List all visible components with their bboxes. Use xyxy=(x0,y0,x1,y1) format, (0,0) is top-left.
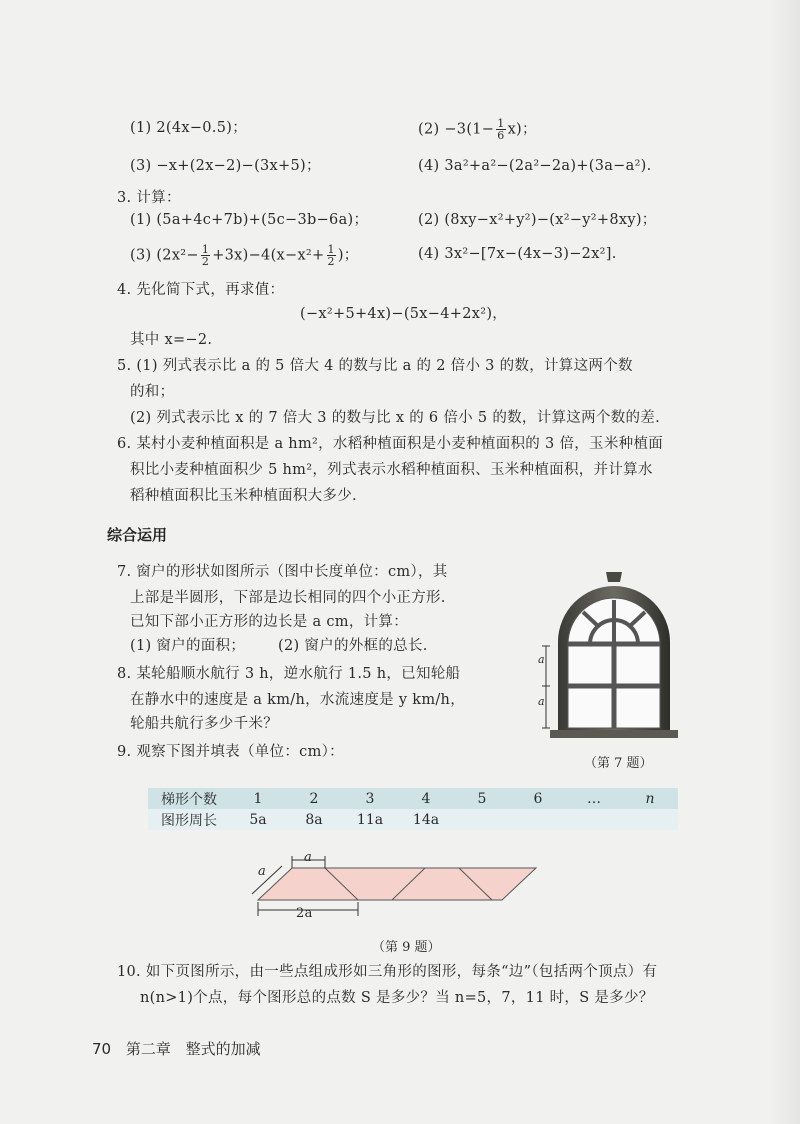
ex4-expression: (−x²+5+4x)−(5x−4+2x²)， xyxy=(300,306,508,322)
ex6-line2: 积比小麦种植面积少 5 hm²，列式表示水稻种植面积、玉米种植面积，并计算水 xyxy=(130,462,653,478)
ex2-part4: (4) 3a²+a²−(2a²−2a)+(3a−a²). xyxy=(418,158,652,174)
table-cell[interactable]: 14a xyxy=(398,809,454,830)
ex5-line1: 5. (1) 列式表示比 a 的 5 倍大 4 的数与比 a 的 2 倍小 3 的数，计算这两个数 xyxy=(117,358,633,374)
perimeter-table xyxy=(148,788,678,830)
ex8-line1: 8. 某轮船顺水航行 3 h，逆水航行 1.5 h，已知轮船 xyxy=(117,666,461,682)
window-caption: （第 7 题） xyxy=(584,756,653,771)
ex2-part1: (1) 2(4x−0.5)； xyxy=(130,120,247,136)
table-cell: 5 xyxy=(454,788,510,809)
ex5-line3: (2) 列式表示比 x 的 7 倍大 3 的数与比 x 的 6 倍小 5 的数，计算这两个数的差. xyxy=(130,410,661,426)
ex7-part1: (1) 窗户的面积； xyxy=(130,638,246,654)
ex7-part2: (2) 窗户的外框的总长. xyxy=(278,638,428,654)
trapezoid-figure xyxy=(246,848,566,923)
window-sill xyxy=(550,730,678,738)
fraction-denominator: 6 xyxy=(497,129,505,142)
ex3-part4: (4) 3x²−[7x−(4x−3)−2x²]. xyxy=(418,246,617,262)
trap-label-side: a xyxy=(258,864,267,879)
trap-label-bottom: 2a xyxy=(296,906,313,921)
table-cell: … xyxy=(566,788,622,809)
ex2-part2: (2) −3(1− $\frac{1}{6}$ x)； xyxy=(418,117,537,142)
page-footer xyxy=(92,1038,271,1059)
table-row xyxy=(148,788,678,809)
fraction-numerator: 1 xyxy=(201,243,210,256)
page-number: 70 xyxy=(92,1040,112,1058)
table-cell: 2 xyxy=(286,788,342,809)
ex2-part3: (3) −x+(2x−2)−(3x+5)； xyxy=(130,158,321,174)
keystone-shape xyxy=(606,572,622,582)
chapter-title: 整式的加减 xyxy=(185,1040,261,1058)
table-cell[interactable] xyxy=(566,809,622,830)
ex3-title: 3. 计算： xyxy=(117,190,181,206)
ex3-part2: (2) (8xy−x²+y²)−(x²−y²+8xy)； xyxy=(418,212,657,228)
table-cell: n xyxy=(622,788,678,809)
ex6-line3: 稻种植面积比玉米种植面积大多少. xyxy=(130,488,357,504)
ex3-part1: (1) (5a+4c+7b)+(5c−3b−6a)； xyxy=(130,212,369,228)
table-cell: 3 xyxy=(342,788,398,809)
fraction-numerator: 1 xyxy=(327,243,335,256)
table-row xyxy=(148,809,678,830)
ex5-line2: 的和； xyxy=(130,384,175,400)
ex7-line1: 7. 窗户的形状如图所示（图中长度单位：cm），其 xyxy=(117,564,448,580)
ex10-line2: n(n>1)个点，每个图形总的点数 S 是多少？当 n=5，7，11 时，S 是多少？ xyxy=(140,990,654,1006)
trap-label-top: a xyxy=(304,850,313,865)
ex9-line1: 9. 观察下图并填表（单位：cm）： xyxy=(117,744,344,760)
fraction-denominator: 2 xyxy=(327,255,335,268)
table-cell: 1 xyxy=(230,788,286,809)
window-label-a1: a xyxy=(538,653,545,666)
table-cell[interactable]: 5a xyxy=(230,809,286,830)
ex7-line3: 已知下部小正方形的边长是 a cm，计算： xyxy=(130,614,409,630)
fraction-denominator: 2 xyxy=(201,255,210,268)
chapter-number: 第二章 xyxy=(125,1040,171,1058)
ex8-line2: 在静水中的速度是 a km/h，水流速度是 y km/h， xyxy=(130,692,465,708)
table-cell[interactable] xyxy=(510,809,566,830)
page-edge-shadow xyxy=(770,0,800,1124)
table-cell: 6 xyxy=(510,788,566,809)
trap-caption: （第 9 题） xyxy=(372,940,441,955)
section-title: 综合运用 xyxy=(107,526,168,544)
table-cell[interactable] xyxy=(454,809,510,830)
ex7-line2: 上部是半圆形，下部是边长相同的四个小正方形. xyxy=(130,590,446,606)
table-header-cell: 梯形个数 xyxy=(148,788,230,809)
ex4-title: 4. 先化简下式，再求值： xyxy=(117,282,285,298)
table-cell[interactable] xyxy=(622,809,678,830)
window-label-a2: a xyxy=(538,695,545,708)
window-figure xyxy=(538,570,688,750)
table-cell[interactable]: 8a xyxy=(286,809,342,830)
fraction-numerator: 1 xyxy=(497,117,505,130)
ex8-line3: 轮船共航行多少千米？ xyxy=(130,716,278,732)
ex3-part3: (3) (2x²− $\frac{1}{2}$ +3x)−4(x−x²+ $\frac{1}{2}$ )； xyxy=(130,243,359,268)
table-cell: 4 xyxy=(398,788,454,809)
table-header-cell: 图形周长 xyxy=(148,809,230,830)
ex4-condition: 其中 x=−2. xyxy=(130,332,213,348)
ex10-line1: 10. 如下页图所示，由一些点组成形如三角形的图形，每条“边”（包括两个顶点）有 xyxy=(117,964,658,980)
table-cell[interactable]: 11a xyxy=(342,809,398,830)
ex6-line1: 6. 某村小麦种植面积是 a hm²，水稻种植面积是小麦种植面积的 3 倍，玉米种植面 xyxy=(117,436,664,452)
